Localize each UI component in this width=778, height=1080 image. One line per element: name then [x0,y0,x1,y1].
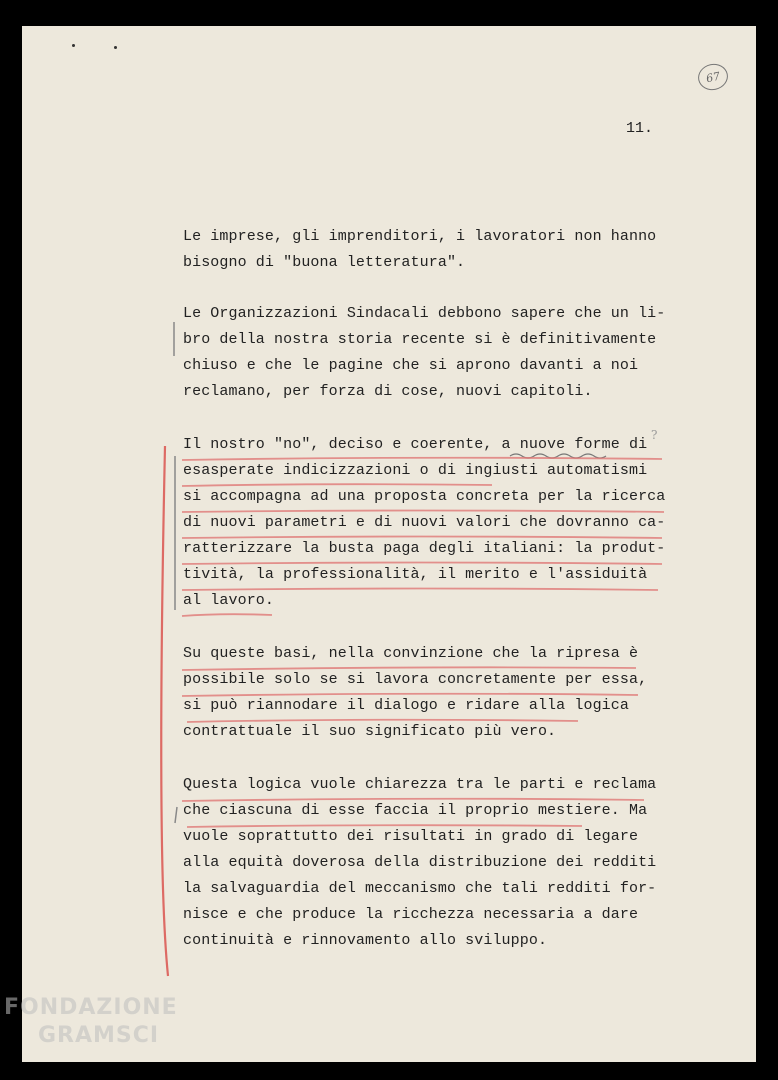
folio-number: 67 [704,69,722,85]
pencil-margin-mark [175,807,177,823]
page-number: 11. [626,120,654,137]
watermark-logo [4,994,178,1050]
paragraph-5: Questa logica vuole chiarezza tra le parti e reclama che ciascuna di esse faccia il proprio mestiere. Ma vuole soprattutto dei risultati in grado di legare alla equità doverosa della distribuzione dei redditi la salvaguardia del meccanismo che tali redditi for- nisce e che produce la ricchezza necessaria a dare continuità e rinnovamento allo sviluppo. [183,776,657,949]
punch-mark [72,44,75,47]
paragraph-2: Le Organizzazioni Sindacali debbono sapere che un li- bro della nostra storia recente si è definitivamente chiuso e che le pagine che si aprono davanti a noi reclamano, per forza di cose, nuovi capitoli. [183,305,666,400]
margin-query-mark: ? [651,428,658,442]
paragraph-4: Su queste basi, nella convinzione che la ripresa è possibile solo se si lavora concretamente per essa, si può riannodare il dialogo e ridare alla logica contrattuale il suo significato più vero. [183,645,648,740]
watermark-line-1: FONDAZIONE [4,995,178,1020]
folio-stamp [696,61,731,93]
paragraph-3: Il nostro "no", deciso e coerente, a nuove forme di esasperate indicizzazioni o di ingiusti automatismi si accompagna ad una proposta concreta per la ricerca di nuovi parametri e di nuovi valori che dovranno ca- ratterizzare la busta paga degli italiani: la produt- tività, la professionalità, il merito e l'assiduità al lavoro. [183,436,666,609]
watermark-line-2: GRAMSCI [38,1023,160,1048]
paragraph-1: Le imprese, gli imprenditori, i lavoratori non hanno bisogno di "buona letteratura". [183,228,657,271]
document-page [22,26,756,1062]
red-margin-line [161,446,168,976]
punch-mark [114,46,117,49]
